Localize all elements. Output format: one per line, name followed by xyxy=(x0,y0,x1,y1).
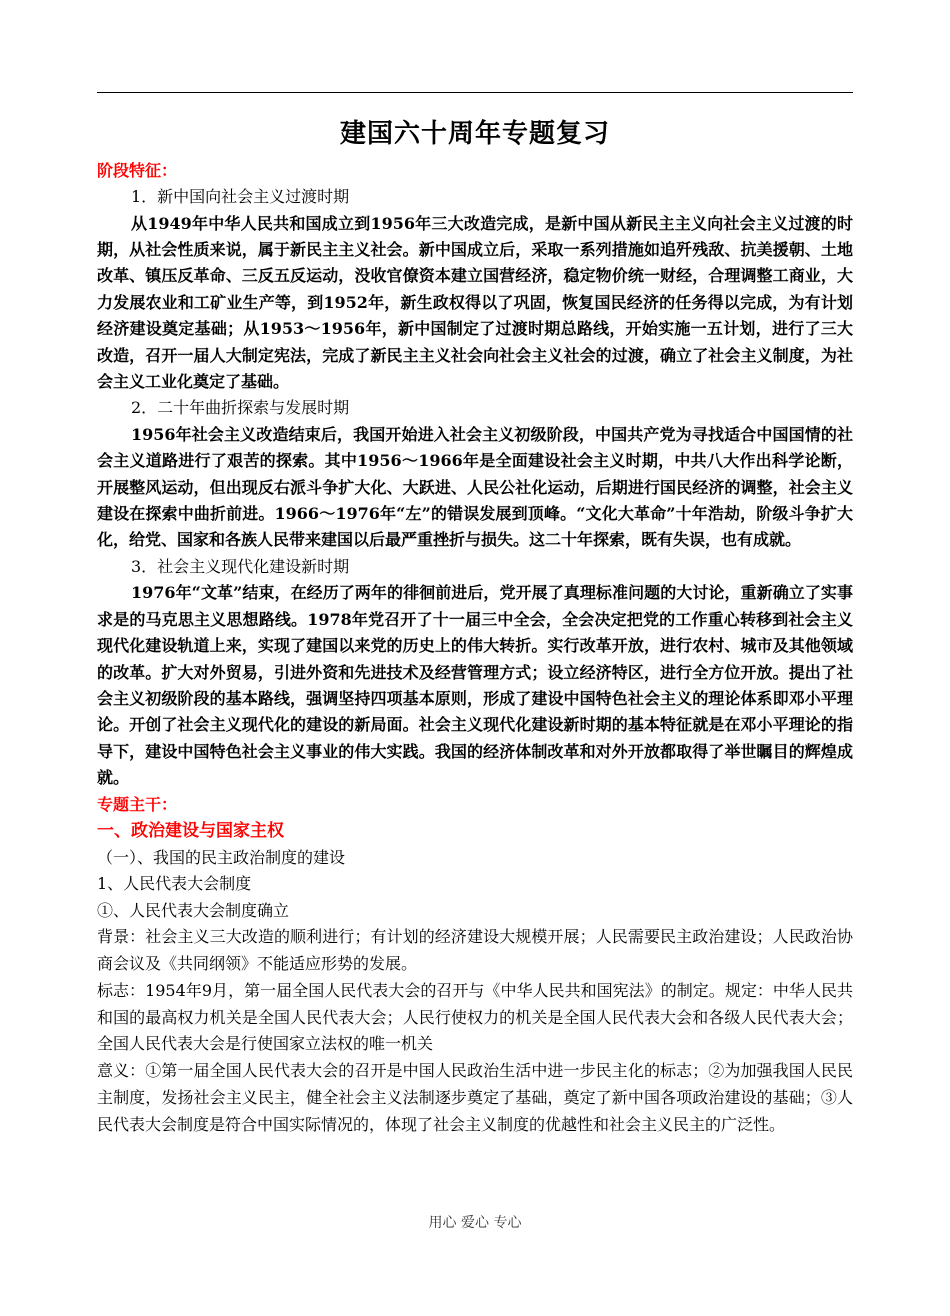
period-2-text: 1956年社会主义改造结束后，我国开始进入社会主义初级阶段，中国共产党为寻找适合中国国情的社会主义道路进行了艰苦的探索。其中1956～1966年是全面建设社会主义时期，中共八大作出科学论断，开展整风运动，但出现反右派斗争扩大化、大跃进、人民公社化运动，后期进行国民经济的调整，社会主义建设在探索中曲折前进。1966～1976年“左”的错误发展到顶峰。“文化大革命”十年浩劫，阶级斗争扩大化，给党、国家和各族人民带来建国以后最严重挫折与损失。这二十年探索，既有失误，也有成就。 xyxy=(97,424,853,550)
page-footer: 用心 爱心 专心 xyxy=(428,1215,522,1231)
header-rule xyxy=(97,92,853,93)
subitem-heading: ①、人民代表大会制度确立 xyxy=(97,900,290,920)
period-3-heading: 3．社会主义现代化建设新时期 xyxy=(131,556,350,576)
stage-heading: 阶段特征： xyxy=(97,161,178,180)
meaning-paragraph: 意义：①第一届全国人民代表大会的召开是中国人民政治生活中进一步民主化的标志；②为加强我国人民民主制度，发扬社会主义民主，健全社会主义法制逐步奠定了基础，奠定了新中国各项政治建设的基础；③人民代表大会制度是符合中国实际情况的，体现了社会主义制度的优越性和社会主义民主的广泛性。 xyxy=(97,1061,853,1134)
subsection-heading: （一）、我国的民主政治制度的建设 xyxy=(97,847,346,867)
period-1-text: 从1949年中华人民共和国成立到1956年三大改造完成，是新中国从新民主主义向社会主义过渡的时期，从社会性质来说，属于新民主主义社会。新中国成立后，采取一系列措施如追歼残敌、抗美援朝、土地改革、镇压反革命、三反五反运动，没收官僚资本建立国营经济，稳定物价统一财经，合理调整工商业，大力发展农业和工矿业生产等，到1952年，新生政权得以了巩固，恢复国民经济的任务得以完成，为有计划经济建设奠定基础；从1953～1956年，新中国制定了过渡时期总路线，开始实施一五计划，进行了三大改造，召开一届人大制定宪法，完成了新民主主义社会向社会主义社会的过渡，确立了社会主义制度，为社会主义工业化奠定了基础。 xyxy=(97,213,853,391)
period-2-heading: 2．二十年曲折探索与发展时期 xyxy=(131,398,350,418)
item-heading: 1、人民代表大会制度 xyxy=(97,874,252,894)
period-3-text: 1976年“文革”结束，在经历了两年的徘徊前进后，党开展了真理标准问题的大讨论，重新确立了实事求是的马克思主义思想路线。1978年党召开了十一届三中全会，全会决定把党的工作重心转移到社会主义现代化建设轨道上来，实现了建国以来党的历史上的伟大转折。实行改革开放，进行农村、城市及其他领域的改革。扩大对外贸易，引进外资和先进技术及经营管理方式；设立经济特区，进行全方位开放。提出了社会主义初级阶段的基本路线，强调坚持四项基本原则，形成了建设中国特色社会主义的理论体系即邓小平理论。开创了社会主义现代化的建设的新局面。社会主义现代化建设新时期的基本特征就是在邓小平理论的指导下，建设中国特色社会主义事业的伟大实践。我国的经济体制改革和对外开放都取得了举世瞩目的辉煌成就。 xyxy=(97,583,853,788)
document-title: 建国六十周年专题复习 xyxy=(339,119,610,149)
topic-heading: 专题主干： xyxy=(97,794,178,814)
section-heading: 一、政治建设与国家主权 xyxy=(97,820,284,841)
document-page xyxy=(97,112,853,1139)
period-1-heading: 1．新中国向社会主义过渡时期 xyxy=(131,187,350,206)
background-paragraph: 背景：社会主义三大改造的顺利进行；有计划的经济建设大规模开展；人民需要民主政治建设；人民政治协商会议及《共同纲领》不能适应形势的发展。 xyxy=(97,927,853,973)
sign-paragraph: 标志：1954年9月，第一届全国人民代表大会的召开与《中华人民共和国宪法》的制定。规定：中华人民共和国的最高权力机关是全国人民代表大会；人民行使权力的机关是全国人民代表大会和各级人民代表大会；全国人民代表大会是行使国家立法权的唯一机关 xyxy=(97,980,853,1054)
